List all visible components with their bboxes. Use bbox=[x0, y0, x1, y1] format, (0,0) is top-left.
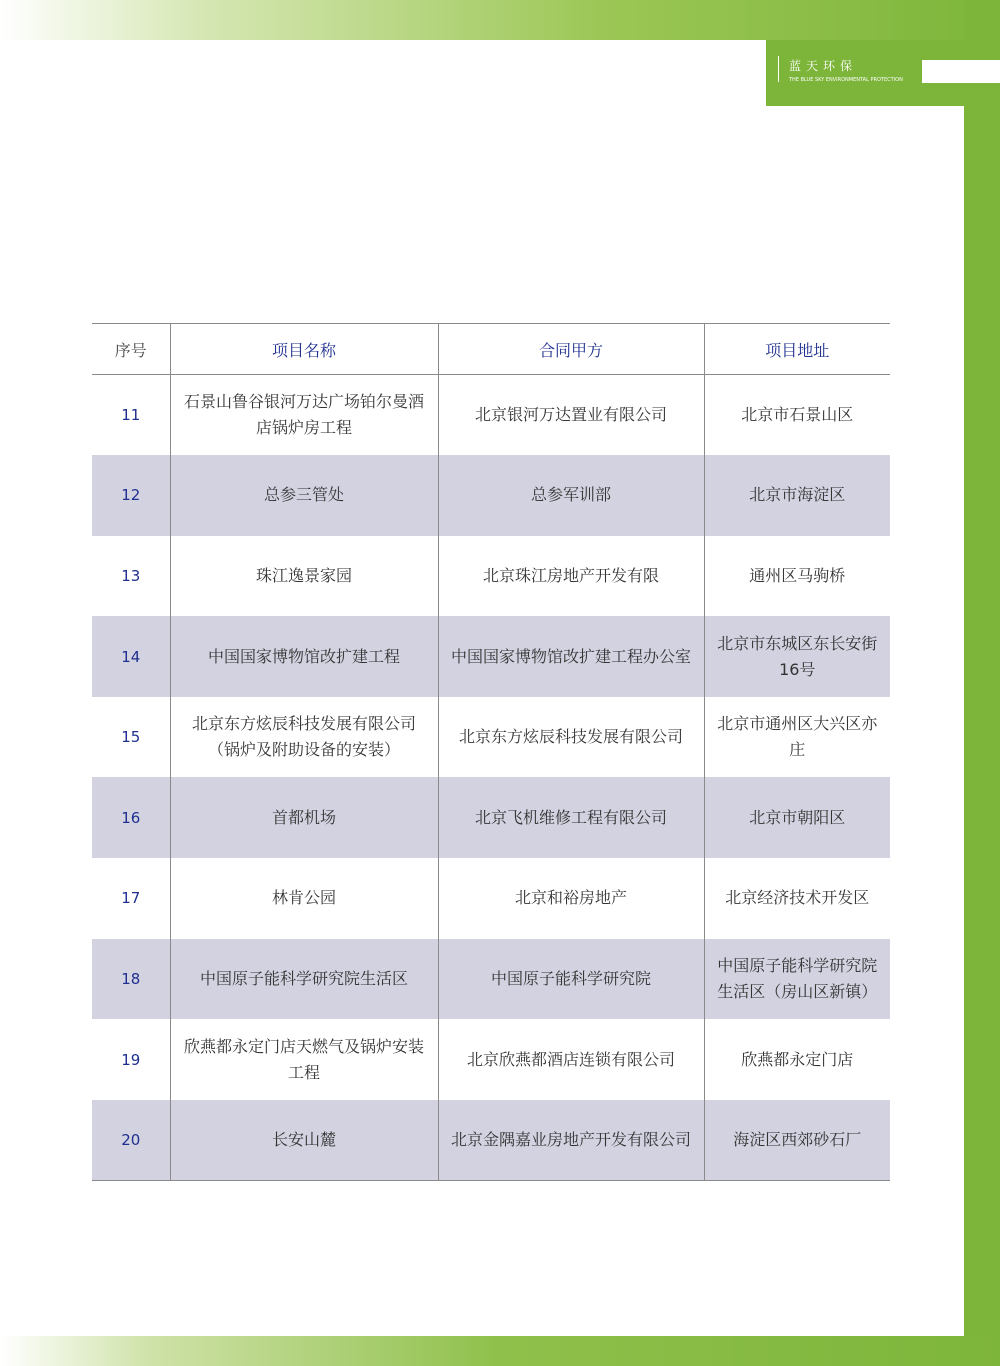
table-row bbox=[92, 616, 890, 697]
table-row bbox=[92, 1100, 890, 1181]
row-project-address: 北京市海淀区 bbox=[704, 455, 890, 536]
row-project-name: 中国国家博物馆改扩建工程 bbox=[170, 616, 438, 697]
row-project-address: 北京市通州区大兴区亦庄 bbox=[704, 697, 890, 778]
table-row bbox=[92, 536, 890, 617]
row-project-name: 林肯公园 bbox=[170, 858, 438, 939]
row-contract-party: 北京银河万达置业有限公司 bbox=[438, 375, 704, 456]
row-contract-party: 中国国家博物馆改扩建工程办公室 bbox=[438, 616, 704, 697]
row-project-address: 中国原子能科学研究院生活区（房山区新镇） bbox=[704, 939, 890, 1020]
table-row bbox=[92, 697, 890, 778]
row-contract-party: 北京珠江房地产开发有限 bbox=[438, 536, 704, 617]
table-header-row bbox=[92, 324, 890, 375]
brand-subtitle: THE BLUE SKY ENVIRONMENTAL PROTECTION bbox=[789, 77, 903, 83]
row-index: 17 bbox=[121, 889, 141, 908]
table-row bbox=[92, 375, 890, 456]
row-project-address: 北京市朝阳区 bbox=[704, 777, 890, 858]
table-row bbox=[92, 1019, 890, 1100]
row-index: 15 bbox=[121, 728, 141, 747]
brand-name: 蓝天环保 bbox=[789, 59, 858, 73]
top-green-band bbox=[0, 0, 1000, 40]
row-index: 19 bbox=[121, 1050, 141, 1069]
row-contract-party: 北京和裕房地产 bbox=[438, 858, 704, 939]
brand-white-strip bbox=[922, 60, 1000, 83]
row-project-name: 石景山鲁谷银河万达广场铂尔曼酒店锅炉房工程 bbox=[170, 375, 438, 456]
table-row bbox=[92, 455, 890, 536]
header-contract-party: 合同甲方 bbox=[438, 324, 704, 375]
row-project-name: 中国原子能科学研究院生活区 bbox=[170, 939, 438, 1020]
row-index: 13 bbox=[121, 566, 141, 585]
row-index: 14 bbox=[121, 647, 141, 666]
row-project-address: 通州区马驹桥 bbox=[704, 536, 890, 617]
bottom-green-band bbox=[0, 1336, 1000, 1366]
row-contract-party: 总参军训部 bbox=[438, 455, 704, 536]
header-project-address: 项目地址 bbox=[704, 324, 890, 375]
row-project-address: 欣燕都永定门店 bbox=[704, 1019, 890, 1100]
row-project-name: 北京东方炫辰科技发展有限公司（锅炉及附助设备的安装） bbox=[170, 697, 438, 778]
row-project-address: 北京市石景山区 bbox=[704, 375, 890, 456]
row-contract-party: 北京飞机维修工程有限公司 bbox=[438, 777, 704, 858]
right-green-bar bbox=[964, 0, 1000, 1366]
row-project-address: 北京经济技术开发区 bbox=[704, 858, 890, 939]
row-project-address: 海淀区西郊砂石厂 bbox=[704, 1100, 890, 1181]
row-index: 16 bbox=[121, 808, 141, 827]
row-project-name: 珠江逸景家园 bbox=[170, 536, 438, 617]
row-contract-party: 中国原子能科学研究院 bbox=[438, 939, 704, 1020]
row-index: 20 bbox=[92, 1100, 170, 1181]
row-index: 18 bbox=[121, 969, 141, 988]
row-project-name: 总参三管处 bbox=[170, 455, 438, 536]
projects-table bbox=[92, 323, 890, 1181]
row-project-name: 长安山麓 bbox=[170, 1100, 438, 1181]
row-project-name: 欣燕都永定门店天燃气及锅炉安装工程 bbox=[170, 1019, 438, 1100]
table-row bbox=[92, 777, 890, 858]
row-project-address: 北京市东城区东长安街16号 bbox=[704, 616, 890, 697]
row-index: 11 bbox=[121, 406, 141, 425]
row-contract-party: 北京金隅嘉业房地产开发有限公司 bbox=[438, 1100, 704, 1181]
row-project-name: 首都机场 bbox=[170, 777, 438, 858]
table-row bbox=[92, 858, 890, 939]
brand-divider bbox=[778, 56, 779, 82]
row-contract-party: 北京东方炫辰科技发展有限公司 bbox=[438, 697, 704, 778]
row-index: 12 bbox=[121, 486, 141, 505]
table-row bbox=[92, 939, 890, 1020]
header-project-name: 项目名称 bbox=[170, 324, 438, 375]
header-index: 序号 bbox=[92, 324, 170, 375]
row-contract-party: 北京欣燕都酒店连锁有限公司 bbox=[438, 1019, 704, 1100]
